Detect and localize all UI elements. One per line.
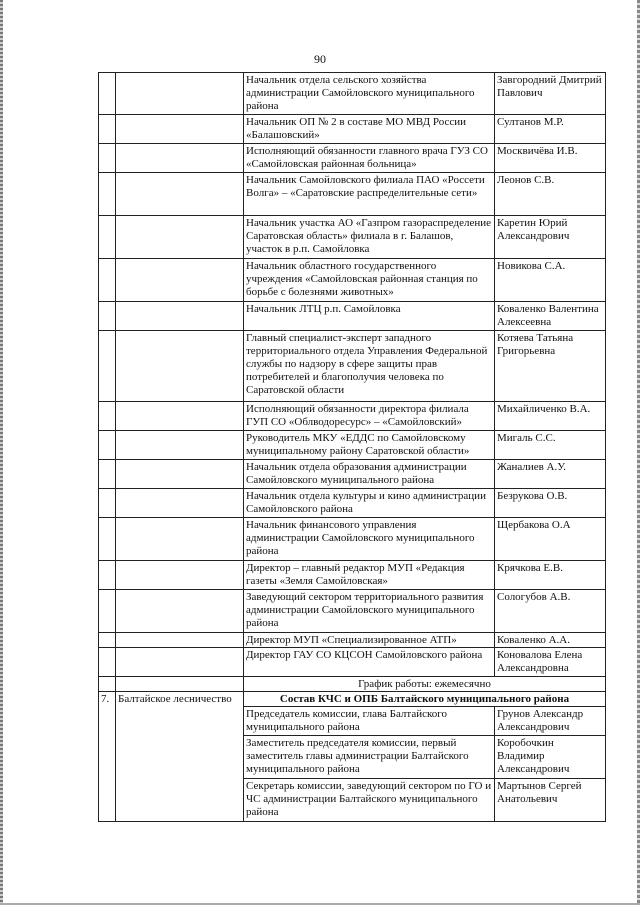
section-number: 7. — [99, 692, 116, 822]
position-cell: Исполняющий обязанности директора филиала ГУП СО «Облводоресурс» – «Самойловский» — [244, 402, 495, 431]
position-cell: Начальник отдела культуры и кино администрации Самойловского района — [244, 489, 495, 518]
person-cell: Жаналиев А.У. — [495, 460, 606, 489]
person-cell: Безрукова О.В. — [495, 489, 606, 518]
section-heading-row — [99, 692, 606, 707]
table-row — [99, 590, 606, 633]
position-cell: Заведующий сектором территориального развития администрации Самойловского муниципального района — [244, 590, 495, 633]
person-cell: Грунов Александр Александрович — [495, 707, 606, 736]
position-cell: Начальник финансового управления администрации Самойловского муниципального района — [244, 518, 495, 561]
table-row — [99, 331, 606, 402]
table-row — [99, 115, 606, 144]
position-cell: Начальник отдела сельского хозяйства администрации Самойловского муниципального района — [244, 73, 495, 115]
page-number: 90 — [314, 52, 326, 66]
table-row — [99, 259, 606, 302]
person-cell: Мигаль С.С. — [495, 431, 606, 460]
table-row — [99, 302, 606, 331]
table-row — [99, 402, 606, 431]
position-cell: Заместитель председателя комиссии, первый заместитель главы администрации Балтайского муниципального района — [244, 736, 495, 779]
person-cell: Каретин Юрий Александрович — [495, 216, 606, 259]
position-cell: Начальник ОП № 2 в составе МО МВД России «Балашовский» — [244, 115, 495, 144]
person-cell: Коробочкин Владимир Александрович — [495, 736, 606, 779]
position-cell: Директор МУП «Специализированное АТП» — [244, 633, 495, 648]
table-row — [99, 73, 606, 115]
position-cell: Директор ГАУ СО КЦСОН Самойловского района — [244, 648, 495, 677]
schedule-row — [99, 677, 606, 692]
position-cell: Директор – главный редактор МУП «Редакция газеты «Земля Самойловская» — [244, 561, 495, 590]
person-cell: Крячкова Е.В. — [495, 561, 606, 590]
table-row — [99, 648, 606, 677]
person-cell: Леонов С.В. — [495, 173, 606, 216]
forestry-cell — [116, 73, 244, 115]
table-row — [99, 633, 606, 648]
person-cell: Мартынов Сергей Анатольевич — [495, 779, 606, 822]
position-cell: Председатель комиссии, глава Балтайского муниципального района — [244, 707, 495, 736]
section-forestry: Балтайское лесничество — [116, 692, 244, 822]
position-cell: Начальник ЛТЦ р.п. Самойловка — [244, 302, 495, 331]
person-cell: Михайличенко В.А. — [495, 402, 606, 431]
number-cell — [99, 73, 116, 115]
position-cell: Главный специалист-эксперт западного территориального отдела Управления Федеральной службы по надзору в сфере защиты прав потребителей и благополучия человека по Саратовской области — [244, 331, 495, 402]
person-cell: Котяева Татьяна Григорьевна — [495, 331, 606, 402]
table-row — [99, 431, 606, 460]
position-cell: Начальник отдела образования администрации Самойловского муниципального района — [244, 460, 495, 489]
person-cell: Завгородний Дмитрий Павлович — [495, 73, 606, 115]
section-heading: Состав КЧС и ОПБ Балтайского муниципального района — [244, 692, 606, 707]
position-cell: Секретарь комиссии, заведующий сектором по ГО и ЧС администрации Балтайского муниципального района — [244, 779, 495, 822]
table-row — [99, 489, 606, 518]
table-row — [99, 460, 606, 489]
person-cell: Коваленко Валентина Алексеевна — [495, 302, 606, 331]
table-row — [99, 518, 606, 561]
table-row — [99, 216, 606, 259]
position-cell: Начальник участка АО «Газпром газораспределение Саратовская область» филиала в г. Балашов, участок в р.п. Самойловка — [244, 216, 495, 259]
position-cell: Руководитель МКУ «ЕДДС по Самойловскому муниципальному району Саратовской области» — [244, 431, 495, 460]
person-cell: Москвичёва И.В. — [495, 144, 606, 173]
table-row — [99, 144, 606, 173]
commission-table — [98, 72, 606, 822]
table-row — [99, 173, 606, 216]
schedule-text: График работы: ежемесячно — [244, 677, 606, 692]
person-cell: Коваленко А.А. — [495, 633, 606, 648]
person-cell: Султанов М.Р. — [495, 115, 606, 144]
table-row — [99, 561, 606, 590]
person-cell: Сологубов А.В. — [495, 590, 606, 633]
person-cell: Новикова С.А. — [495, 259, 606, 302]
person-cell: Щербакова О.А — [495, 518, 606, 561]
position-cell: Начальник Самойловского филиала ПАО «Россети Волга» – «Саратовские распределительные сети» — [244, 173, 495, 216]
scan-edge-left — [0, 0, 3, 905]
position-cell: Исполняющий обязанности главного врача ГУЗ СО «Самойловская районная больница» — [244, 144, 495, 173]
commission-table-body — [99, 73, 606, 822]
person-cell: Коновалова Елена Александровна — [495, 648, 606, 677]
position-cell: Начальник областного государственного учреждения «Самойловская районная станция по борьбе с болезнями животных» — [244, 259, 495, 302]
